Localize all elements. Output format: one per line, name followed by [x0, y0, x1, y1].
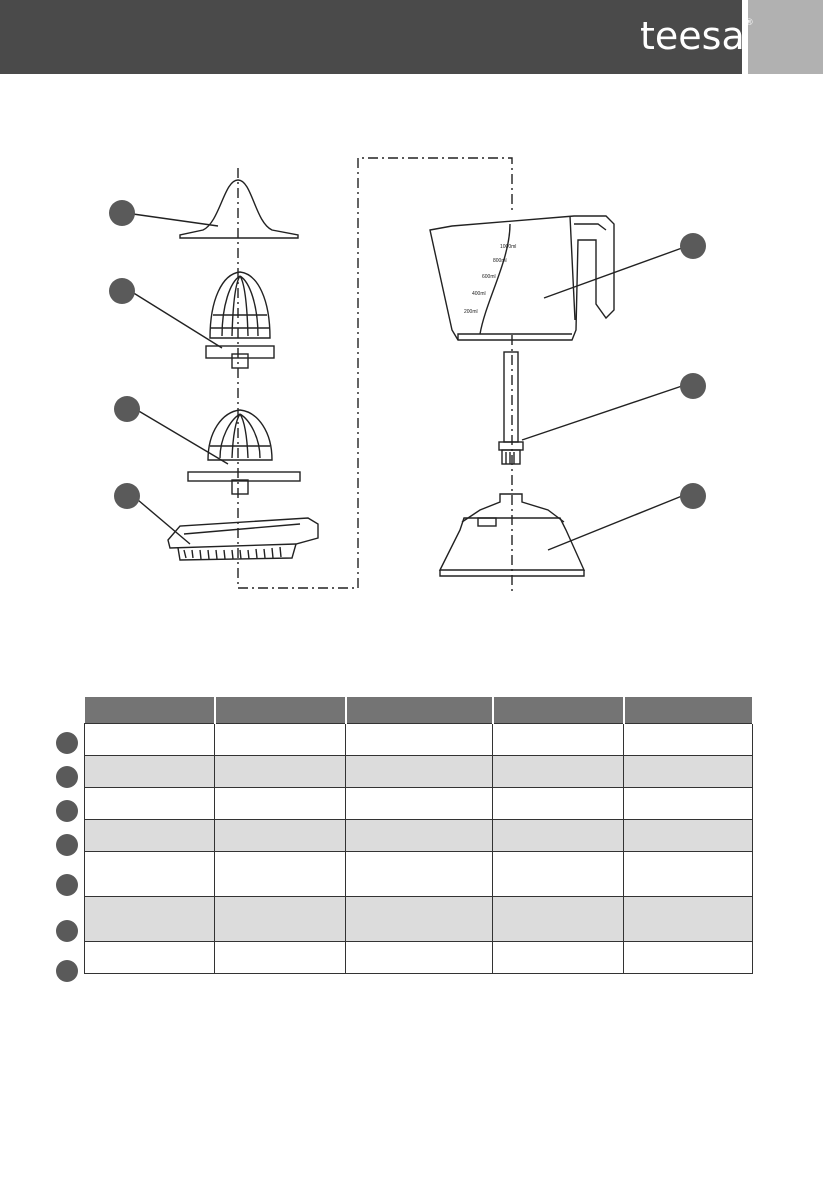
logo-text: teesa — [640, 14, 745, 58]
table-cell — [85, 756, 215, 788]
table-cell — [85, 852, 215, 897]
table-cell — [346, 942, 493, 974]
table-cell — [493, 756, 624, 788]
table-cell — [85, 788, 215, 820]
small-reamer-cone-part — [206, 272, 274, 368]
leader-line-1 — [133, 214, 218, 226]
table-row — [85, 820, 753, 852]
table-cell — [346, 756, 493, 788]
jug-part — [430, 216, 614, 340]
table-cell — [215, 724, 346, 756]
measure-mark-800: 800ml — [493, 258, 507, 264]
logo-registered-mark: ® — [744, 18, 754, 28]
table-header-row — [85, 697, 753, 724]
row-marker-7 — [56, 960, 78, 982]
table-cell — [215, 820, 346, 852]
measure-mark-600: 600ml — [482, 274, 496, 280]
table-cell — [85, 942, 215, 974]
row-marker-6 — [56, 920, 78, 942]
callout-2 — [109, 278, 135, 304]
brand-logo — [640, 14, 754, 58]
measure-mark-1000: 1000ml — [500, 244, 517, 250]
table-cell — [624, 788, 753, 820]
table-cell — [346, 897, 493, 942]
header-bar — [0, 0, 742, 74]
column-header — [85, 697, 215, 724]
table-row — [85, 942, 753, 974]
callout-5 — [680, 233, 706, 259]
callout-6 — [680, 373, 706, 399]
table-cell — [493, 788, 624, 820]
measure-mark-200: 200ml — [464, 309, 478, 315]
row-marker-2 — [56, 766, 78, 788]
spindle-shaft-part — [499, 352, 523, 464]
callout-1 — [109, 200, 135, 226]
callout-7 — [680, 483, 706, 509]
table-cell — [346, 724, 493, 756]
table-cell — [85, 724, 215, 756]
table-cell — [493, 724, 624, 756]
leader-line-2 — [132, 292, 222, 348]
strainer-part — [168, 518, 318, 560]
table-row — [85, 724, 753, 756]
parts-table — [84, 697, 754, 974]
table-cell — [493, 820, 624, 852]
table-cell — [624, 897, 753, 942]
table-cell — [346, 852, 493, 897]
table-cell — [493, 852, 624, 897]
table-cell — [85, 820, 215, 852]
table-cell — [346, 788, 493, 820]
table-cell — [624, 724, 753, 756]
table-cell — [624, 942, 753, 974]
callout-3 — [114, 396, 140, 422]
column-header — [624, 697, 753, 724]
table-row — [85, 756, 753, 788]
callout-4 — [114, 483, 140, 509]
table-cell — [215, 756, 346, 788]
table-cell — [215, 852, 346, 897]
header-tab — [748, 0, 823, 74]
table-cell — [624, 756, 753, 788]
row-marker-4 — [56, 834, 78, 856]
column-header — [346, 697, 493, 724]
dust-cover-part — [180, 180, 298, 238]
table-cell — [493, 942, 624, 974]
large-reamer-cone-part — [188, 410, 300, 494]
table-cell — [215, 897, 346, 942]
table-cell — [215, 942, 346, 974]
row-marker-3 — [56, 800, 78, 822]
column-header — [215, 697, 346, 724]
table-row — [85, 852, 753, 897]
table-cell — [624, 820, 753, 852]
row-marker-1 — [56, 732, 78, 754]
measure-mark-400: 400ml — [472, 291, 486, 297]
row-marker-5 — [56, 874, 78, 896]
table-row — [85, 788, 753, 820]
leader-line-7 — [548, 496, 682, 550]
column-header — [493, 697, 624, 724]
leader-line-3 — [137, 410, 228, 464]
table-cell — [624, 852, 753, 897]
table-row — [85, 897, 753, 942]
leader-line-4 — [138, 500, 190, 544]
assembly-path-left — [238, 158, 512, 588]
leader-line-6 — [522, 386, 682, 440]
table-cell — [346, 820, 493, 852]
table-cell — [85, 897, 215, 942]
table-cell — [215, 788, 346, 820]
table-cell — [493, 897, 624, 942]
leader-line-5 — [544, 248, 682, 298]
